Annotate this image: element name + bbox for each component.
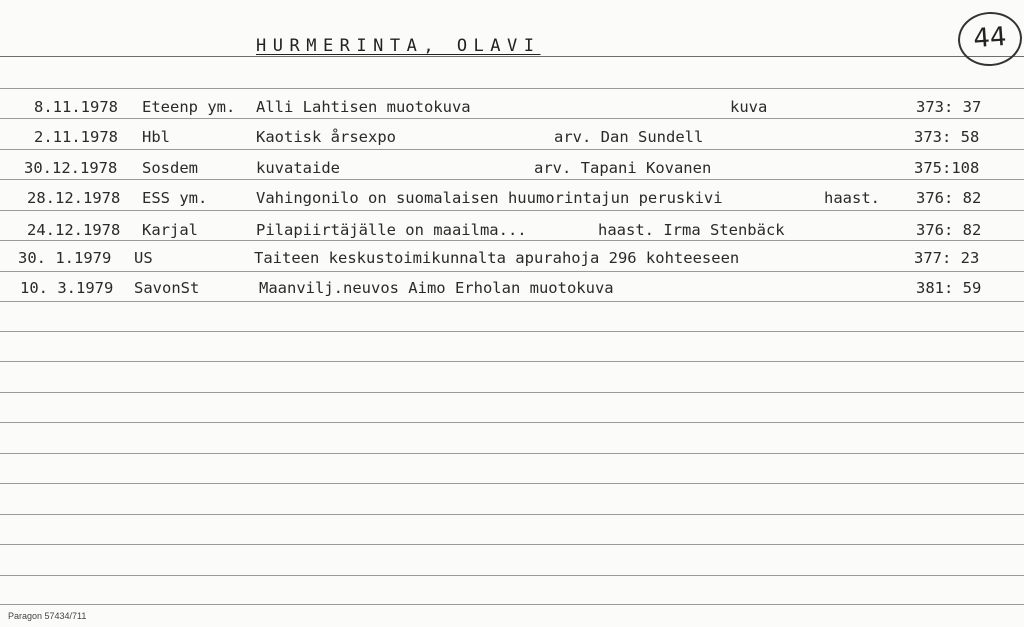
entry-row — [0, 127, 1024, 151]
entry-title: Vahingonilo on suomalaisen huumorintajun peruskivi — [256, 189, 723, 207]
ruled-line — [0, 575, 1024, 576]
entry-source: US — [134, 249, 153, 267]
entry-note: kuva — [730, 98, 768, 116]
entry-title: Kaotisk årsexpo — [256, 128, 396, 146]
entry-source: Hbl — [142, 128, 170, 146]
entry-title: Pilapiirtäjälle on maailma... — [256, 221, 527, 239]
entry-date: 8.11.1978 — [34, 98, 118, 116]
entry-title: Maanvilj.neuvos Aimo Erholan muotokuva — [259, 279, 614, 297]
print-code: Paragon 57434/711 — [8, 611, 87, 621]
entry-ref: 373: 37 — [916, 98, 982, 116]
entry-title: Alli Lahtisen muotokuva — [256, 98, 471, 116]
entry-row — [0, 188, 1024, 212]
entry-date: 30. 1.1979 — [18, 249, 112, 267]
ruled-line — [0, 483, 1024, 484]
entry-row — [0, 220, 1024, 244]
entry-note: haast. — [824, 189, 880, 207]
card-title: HURMERINTA, OLAVI — [256, 36, 541, 56]
entry-source: SavonSt — [134, 279, 200, 297]
ruled-line — [0, 392, 1024, 393]
entry-source: Karjal — [142, 221, 198, 239]
card-number-badge: 44 — [956, 10, 1024, 68]
entry-row — [0, 158, 1024, 182]
ruled-line — [0, 331, 1024, 332]
entry-date: 28.12.1978 — [27, 189, 121, 207]
entry-row — [0, 278, 1024, 302]
ruled-line — [0, 544, 1024, 545]
ruled-line — [0, 604, 1024, 605]
entry-row — [0, 248, 1024, 272]
entry-title: kuvataide — [256, 159, 340, 177]
entry-ref: 377: 23 — [914, 249, 980, 267]
entry-title: Taiteen keskustoimikunnalta apurahoja 296 kohteeseen — [254, 249, 740, 267]
entry-ref: 375:108 — [914, 159, 980, 177]
entry-date: 10. 3.1979 — [20, 279, 114, 297]
entry-ref: 381: 59 — [916, 279, 982, 297]
ruled-line — [0, 453, 1024, 454]
ruled-line — [0, 514, 1024, 515]
entry-source: ESS ym. — [142, 189, 208, 207]
entry-note: arv. Tapani Kovanen — [534, 159, 712, 177]
entry-date: 30.12.1978 — [24, 159, 118, 177]
ruled-line — [0, 88, 1024, 89]
entry-ref: 376: 82 — [916, 189, 982, 207]
entry-ref: 373: 58 — [914, 128, 980, 146]
entry-source: Sosdem — [142, 159, 198, 177]
header-rule — [0, 56, 1024, 57]
entry-row — [0, 97, 1024, 121]
ruled-line — [0, 361, 1024, 362]
entry-date: 24.12.1978 — [27, 221, 121, 239]
entry-date: 2.11.1978 — [34, 128, 118, 146]
entry-ref: 376: 82 — [916, 221, 982, 239]
entry-source: Eteenp ym. — [142, 98, 236, 116]
entry-note: haast. Irma Stenbäck — [598, 221, 785, 239]
entry-note: arv. Dan Sundell — [554, 128, 704, 146]
ruled-line — [0, 422, 1024, 423]
